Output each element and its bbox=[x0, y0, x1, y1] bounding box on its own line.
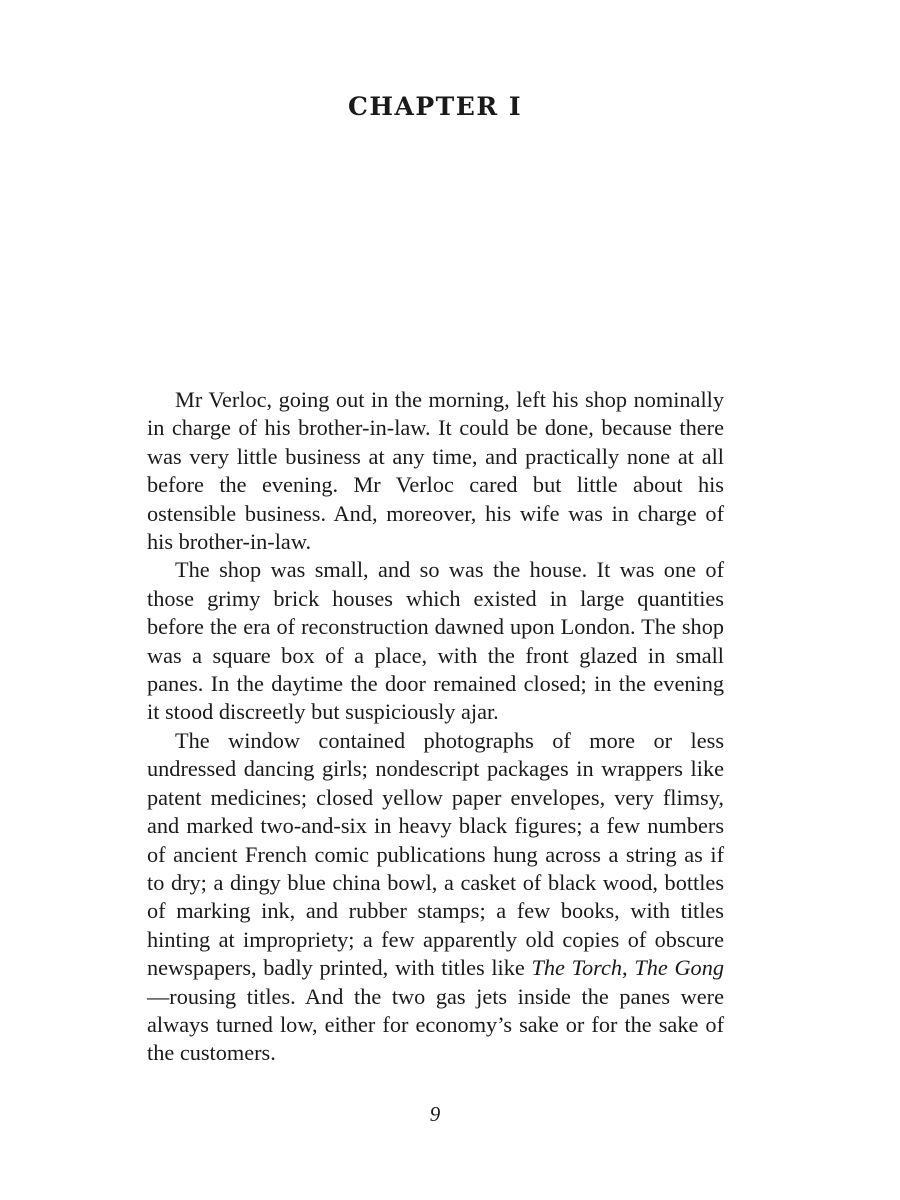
paragraph-1: Mr Verloc, going out in the morning, left his shop nominally in charge of his brother-in-law. It could be done, because there was very little business at any time, and practically none at all before the evening. Mr Verloc cared but little about his ostensible business. And, moreover, his wife was in charge of his brother-in-law. bbox=[147, 387, 724, 555]
paragraph-3-text-end: —rousing titles. And the two gas jets inside the panes were always turned low, either for economy’s sake or for the sake of the customers. bbox=[147, 983, 724, 1066]
page-number: 9 bbox=[429, 1102, 441, 1126]
paragraph-2: The shop was small, and so was the house. It was one of those grimy brick houses which existed in large quantities before the era of reconstruction dawned upon London. The shop was a square box of a place, with the front glazed in small panes. In the daytime the door remained closed; in the evening it stood discreetly but suspiciously ajar. bbox=[147, 557, 724, 725]
paragraph-3-text-start: The window contained photographs of more or less undressed dancing girls; nondescript packages in wrappers like patent medicines; closed yellow paper envelopes, very flimsy, and marked two-and-six in heavy black figures; a few numbers of ancient French comic publications hung across a string as if to dry; a dingy blue china bowl, a casket of black wood, bottles of marking ink, and rubber stamps; a few books, with titles hinting at impropriety; a few apparently old copies of obscure newspapers, badly printed, with titles like bbox=[147, 727, 724, 981]
chapter-title: CHAPTER I bbox=[347, 92, 523, 121]
newspaper-title-gong: The Gong bbox=[634, 955, 725, 981]
chapter-body bbox=[147, 386, 724, 1068]
title-separator: , bbox=[622, 955, 635, 981]
newspaper-title-torch: The Torch bbox=[531, 955, 623, 981]
paragraph-3 bbox=[147, 727, 724, 1068]
